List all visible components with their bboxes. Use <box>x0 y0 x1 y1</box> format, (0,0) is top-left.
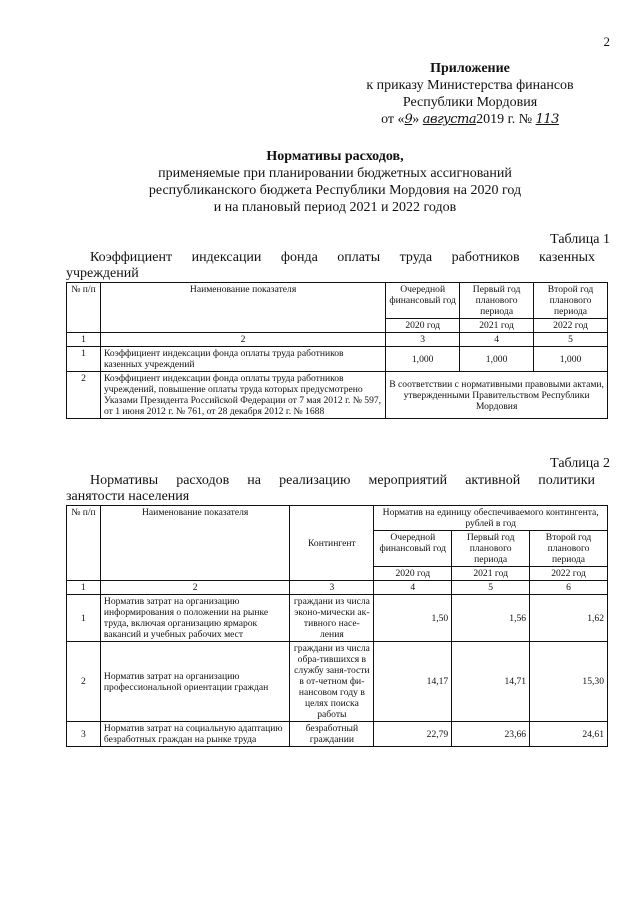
table1-header-y1: Очередной финансовый год <box>386 283 460 319</box>
title-line-4: и на плановый период 2021 и 2022 годов <box>213 200 457 215</box>
table-row <box>67 372 608 419</box>
table2-row2-v2: 14,71 <box>452 642 530 722</box>
table2-label: Таблица 2 <box>550 456 610 471</box>
table1-label: Таблица 1 <box>550 232 610 247</box>
year-text: 2019 г. № <box>476 112 533 127</box>
table2-header-contingent: Контингент <box>290 506 374 581</box>
table1-row1-name: Коэффициент индексации фонда оплаты труда работников казенных учреждений <box>100 347 385 372</box>
table1-col-number: 3 <box>386 333 460 347</box>
page-number: 2 <box>603 34 610 49</box>
table2-header-name: Наименование показателя <box>100 506 290 581</box>
table1-col-number: 4 <box>460 333 534 347</box>
table2-row3-v2: 23,66 <box>452 722 530 747</box>
table2-col-number: 3 <box>290 581 374 595</box>
table2-row3-num: 3 <box>67 722 101 747</box>
table1-col-number: 2 <box>100 333 385 347</box>
table-row <box>67 595 608 642</box>
table2-header-y1-year: 2020 год <box>374 567 452 581</box>
table1-col-number: 5 <box>534 333 608 347</box>
table2 <box>66 505 608 747</box>
document-title <box>40 148 630 216</box>
table1-row1-v2: 1,000 <box>460 347 534 372</box>
appendix-block <box>320 60 620 128</box>
table1-row1-v3: 1,000 <box>534 347 608 372</box>
table2-header-y3-year: 2022 год <box>530 567 608 581</box>
table1-header-y2: Первый год планового периода <box>460 283 534 319</box>
appendix-title: Приложение <box>430 61 510 76</box>
table2-row2-num: 2 <box>67 642 101 722</box>
table1-heading-line1: Коэффициент индексации фонда оплаты труда работников казенных <box>90 250 595 265</box>
table2-row3-name: Норматив затрат на социальную адаптацию безработных граждан на рынке труда <box>100 722 290 747</box>
table2-header-group: Норматив на единицу обеспечиваемого контингента, рублей в год <box>374 506 608 531</box>
table2-row1-v2: 1,56 <box>452 595 530 642</box>
title-line-2: применяемые при планировании бюджетных ассигнований <box>158 166 512 181</box>
table1-header-y3-year: 2022 год <box>534 319 608 333</box>
table2-col-number: 2 <box>100 581 290 595</box>
table1-row1-v1: 1,000 <box>386 347 460 372</box>
table2-row1-v3: 1,62 <box>530 595 608 642</box>
table2-heading-line1: Нормативы расходов на реализацию мероприятий активной политики <box>90 473 595 488</box>
date-close: » <box>412 112 420 127</box>
table2-header-y3: Второй год планового периода <box>530 531 608 567</box>
appendix-date-line <box>320 111 620 128</box>
table2-header-y1: Очередной финансовый год <box>374 531 452 567</box>
table1-row2-num: 2 <box>67 372 101 419</box>
table1-header-y2-year: 2021 год <box>460 319 534 333</box>
table1-row2-name: Коэффициент индексации фонда оплаты труда работников учреждений, повышение оплаты труда которых предусмотрено Указами Президента Российской Федерации от 7 мая 2012 г. № 597, от 1 июня 2012 г. № 761, от 28 декабря 2012 г. № 1688 <box>100 372 385 419</box>
table1-header-y3: Второй год планового периода <box>534 283 608 319</box>
table2-row1-contingent: граждани из числа эконо-мически ак-тивного насе-ления <box>290 595 374 642</box>
table2-row1-v1: 1,50 <box>374 595 452 642</box>
table-row <box>67 642 608 722</box>
table2-row2-contingent: граждани из числа обра-тившихся в службу заня-тости в от-четном фи-нансовом году в целях поиска работы <box>290 642 374 722</box>
title-line-3: республиканского бюджета Республики Мордовия на 2020 год <box>148 183 522 198</box>
table1-header-name: Наименование показателя <box>100 283 385 333</box>
table2-header-y2: Первый год планового периода <box>452 531 530 567</box>
table2-row2-name: Норматив затрат на организацию профессиональной ориентации граждан <box>100 642 290 722</box>
table2-row2-v1: 14,17 <box>374 642 452 722</box>
table1-row2-merged: В соответствии с нормативными правовыми актами, утвержденными Правительством Республики Мордовия <box>386 372 608 419</box>
table2-row3-contingent: безработный граждании <box>290 722 374 747</box>
table2-row3-v1: 22,79 <box>374 722 452 747</box>
appendix-line-1: к приказу Министерства финансов <box>366 78 574 93</box>
table2-row2-v3: 15,30 <box>530 642 608 722</box>
handwritten-month: августа <box>422 112 477 127</box>
table1-col-number: 1 <box>67 333 101 347</box>
table2-row1-name: Норматив затрат на организацию информирования о положении на рынке труда, включая организацию ярмарок вакансий и учебных рабочих мест <box>100 595 290 642</box>
handwritten-day: 9 <box>404 112 413 127</box>
handwritten-number: 113 <box>535 112 559 127</box>
table2-row3-v3: 24,61 <box>530 722 608 747</box>
table2-header-y2-year: 2021 год <box>452 567 530 581</box>
table1-header-y1-year: 2020 год <box>386 319 460 333</box>
table2-col-number: 4 <box>374 581 452 595</box>
table-row <box>67 722 608 747</box>
table2-col-number: 6 <box>530 581 608 595</box>
table2-col-number: 1 <box>67 581 101 595</box>
title-main: Нормативы расходов, <box>266 149 404 164</box>
appendix-line-2: Республики Мордовия <box>402 95 538 110</box>
table2-col-number: 5 <box>452 581 530 595</box>
table1-row1-num: 1 <box>67 347 101 372</box>
table2-heading-line2: занятости населения <box>66 489 190 504</box>
table1 <box>66 282 608 419</box>
date-prefix: от « <box>381 112 405 127</box>
table-row <box>67 347 608 372</box>
table2-row1-num: 1 <box>67 595 101 642</box>
table1-header-num: № п/п <box>67 283 101 333</box>
table1-heading-line2: учреждений <box>66 266 139 281</box>
table2-header-num: № п/п <box>67 506 101 581</box>
